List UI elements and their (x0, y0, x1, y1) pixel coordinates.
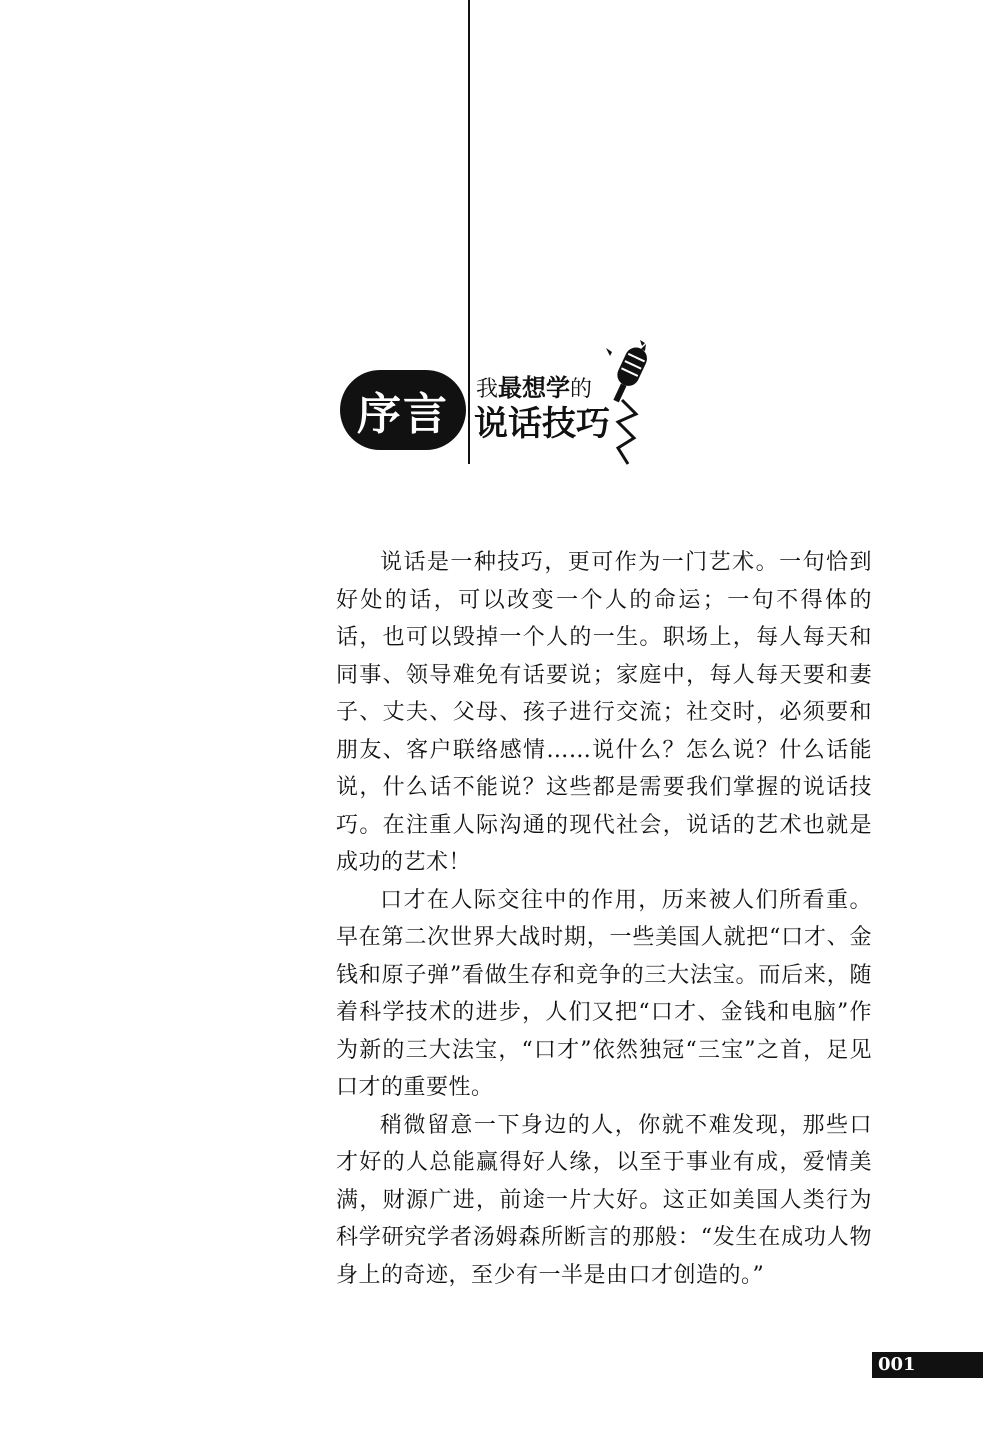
page-number: 001 (872, 1352, 983, 1378)
microphone-icon (596, 338, 656, 466)
body-text (336, 544, 872, 1294)
preface-badge: 序言 (340, 370, 466, 450)
subtitle-suffix: 的 (570, 377, 593, 402)
chapter-title: 说话技巧 (474, 404, 610, 444)
paragraph-3: 稍微留意一下身边的人，你就不难发现，那些口才好的人总能赢得好人缘，以至于事业有成，爱情美满，财源广进，前途一片大好。这正如美国人类行为科学研究学者汤姆森所断言的那般：“发生在成功人物身上的奇迹，至少有一半是由口才创造的。” (336, 1112, 872, 1288)
chapter-header (334, 338, 654, 468)
paragraph-1: 说话是一种技巧，更可作为一门艺术。一句恰到好处的话，可以改变一个人的命运；一句不得体的话，也可以毁掉一个人的一生。职场上，每人每天和同事、领导难免有话要说；家庭中，每人每天要和妻子、丈夫、父母、孩子进行交流；社交时，必须要和朋友、客户联络感情……说什么？怎么说？什么话能说，什么话不能说？这些都是需要我们掌握的说话技巧。在注重人际沟通的现代社会，说话的艺术也就是成功的艺术！ (336, 550, 872, 875)
paragraph-2: 口才在人际交往中的作用，历来被人们所看重。早在第二次世界大战时期，一些美国人就把“口才、金钱和原子弹”看做生存和竞争的三大法宝。而后来，随着科学技术的进步，人们又把“口才、金钱和电脑”作为新的三大法宝，“口才”依然独冠“三宝”之首，足见口才的重要性。 (336, 887, 872, 1100)
subtitle-bold: 最想学 (498, 374, 571, 402)
subtitle-prefix: 我 (476, 377, 499, 402)
